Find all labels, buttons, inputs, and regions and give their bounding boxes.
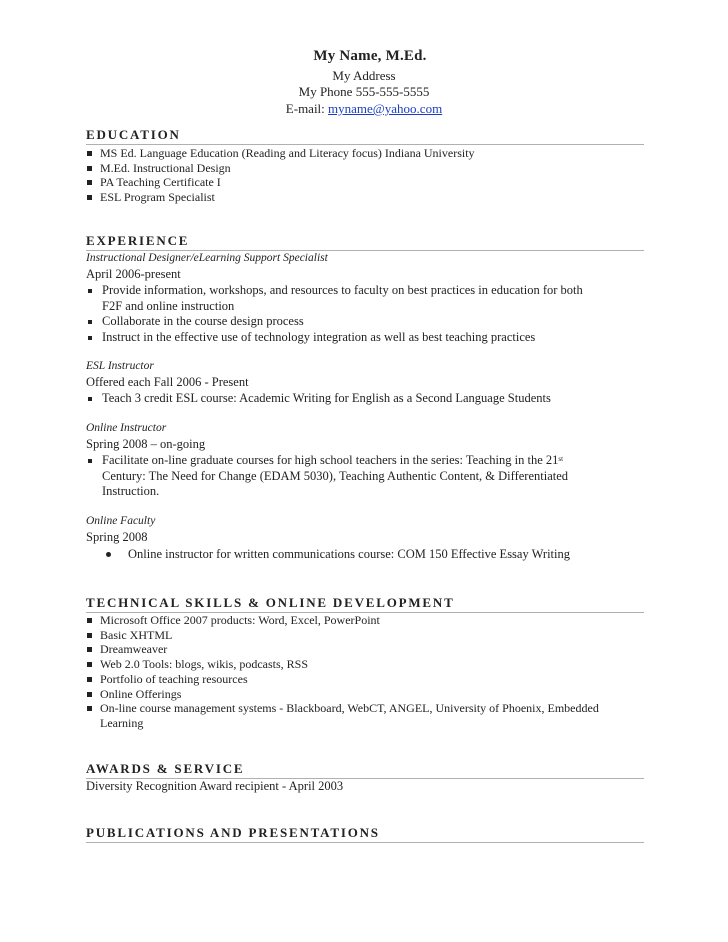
awards-heading: AWARDS & SERVICE: [86, 761, 644, 779]
role-dates: April 2006-present: [86, 267, 181, 281]
phone-line: My Phone 555-555-5555: [298, 84, 430, 99]
role-title: Instructional Designer/eLearning Support Specialist: [86, 252, 328, 264]
list-item: ESL Program Specialist: [86, 190, 646, 205]
list-item: PA Teaching Certificate I: [86, 175, 646, 190]
role-bullets: [86, 391, 646, 407]
list-item: Teach 3 credit ESL course: Academic Writing for English as a Second Language Students: [86, 391, 646, 407]
square-bullet-icon: [87, 647, 92, 652]
square-bullet-icon: [87, 706, 92, 711]
square-bullet-icon: [88, 289, 92, 293]
list-item: Basic XHTML: [86, 628, 646, 643]
role-bullets: [86, 453, 646, 500]
award-entry: Diversity Recognition Award recipient - April 2003: [86, 779, 344, 793]
square-bullet-icon: [87, 151, 92, 156]
list-item: M.Ed. Instructional Design: [86, 161, 646, 176]
square-bullet-icon: [88, 397, 92, 401]
role-bullets: [86, 547, 646, 563]
skills-heading: TECHNICAL SKILLS & ONLINE DEVELOPMENT: [86, 595, 644, 613]
experience-heading: EXPERIENCE: [86, 233, 644, 251]
square-bullet-icon: [87, 195, 92, 200]
list-item: Provide information, workshops, and resources to faculty on best practices in education for both F2F and online instruction: [86, 283, 646, 314]
address-line: My Address: [332, 68, 396, 83]
skills-list: [86, 613, 646, 731]
square-bullet-icon: [88, 320, 92, 324]
square-bullet-icon: [88, 459, 92, 463]
role-title: Online Faculty: [86, 515, 156, 527]
square-bullet-icon: [87, 180, 92, 185]
square-bullet-icon: [87, 166, 92, 171]
name-heading: My Name, M.Ed.: [313, 48, 427, 64]
list-item: On-line course management systems - Blackboard, WebCT, ANGEL, University of Phoenix, Embedded Learning: [86, 701, 646, 730]
list-item: Portfolio of teaching resources: [86, 672, 646, 687]
publications-heading: PUBLICATIONS AND PRESENTATIONS: [86, 825, 644, 843]
role-dates: Spring 2008: [86, 530, 148, 544]
list-item: Online instructor for written communications course: COM 150 Effective Essay Writing: [86, 547, 646, 563]
list-item: MS Ed. Language Education (Reading and Literacy focus) Indiana University: [86, 146, 646, 161]
list-item: Dreamweaver: [86, 642, 646, 657]
list-item: Microsoft Office 2007 products: Word, Excel, PowerPoint: [86, 613, 646, 628]
square-bullet-icon: [87, 618, 92, 623]
square-bullet-icon: [87, 692, 92, 697]
role-title: ESL Instructor: [86, 360, 154, 372]
square-bullet-icon: [87, 677, 92, 682]
round-bullet-icon: [106, 552, 111, 557]
role-title: Online Instructor: [86, 422, 167, 434]
square-bullet-icon: [87, 662, 92, 667]
list-item: Facilitate on-line graduate courses for high school teachers in the series: Teaching in the 21st Century: The Need for Change (EDAM 5030), Teaching Authentic Content, & Differentiated Instruction.: [86, 453, 646, 500]
education-list: [86, 146, 646, 205]
list-item: Instruct in the effective use of technology integration as well as best teaching practices: [86, 330, 646, 346]
email-line: [0, 101, 728, 117]
email-label: E-mail:: [285, 101, 329, 116]
email-link[interactable]: myname@yahoo.com: [328, 101, 443, 116]
list-item: Web 2.0 Tools: blogs, wikis, podcasts, RSS: [86, 657, 646, 672]
list-item: Collaborate in the course design process: [86, 314, 646, 330]
square-bullet-icon: [87, 633, 92, 638]
ordinal-suffix: st: [558, 455, 564, 463]
role-dates: Spring 2008 – on-going: [86, 437, 206, 451]
square-bullet-icon: [88, 336, 92, 340]
list-item: Online Offerings: [86, 687, 646, 702]
education-heading: EDUCATION: [86, 127, 644, 145]
role-bullets: [86, 283, 646, 345]
role-dates: Offered each Fall 2006 - Present: [86, 375, 249, 389]
